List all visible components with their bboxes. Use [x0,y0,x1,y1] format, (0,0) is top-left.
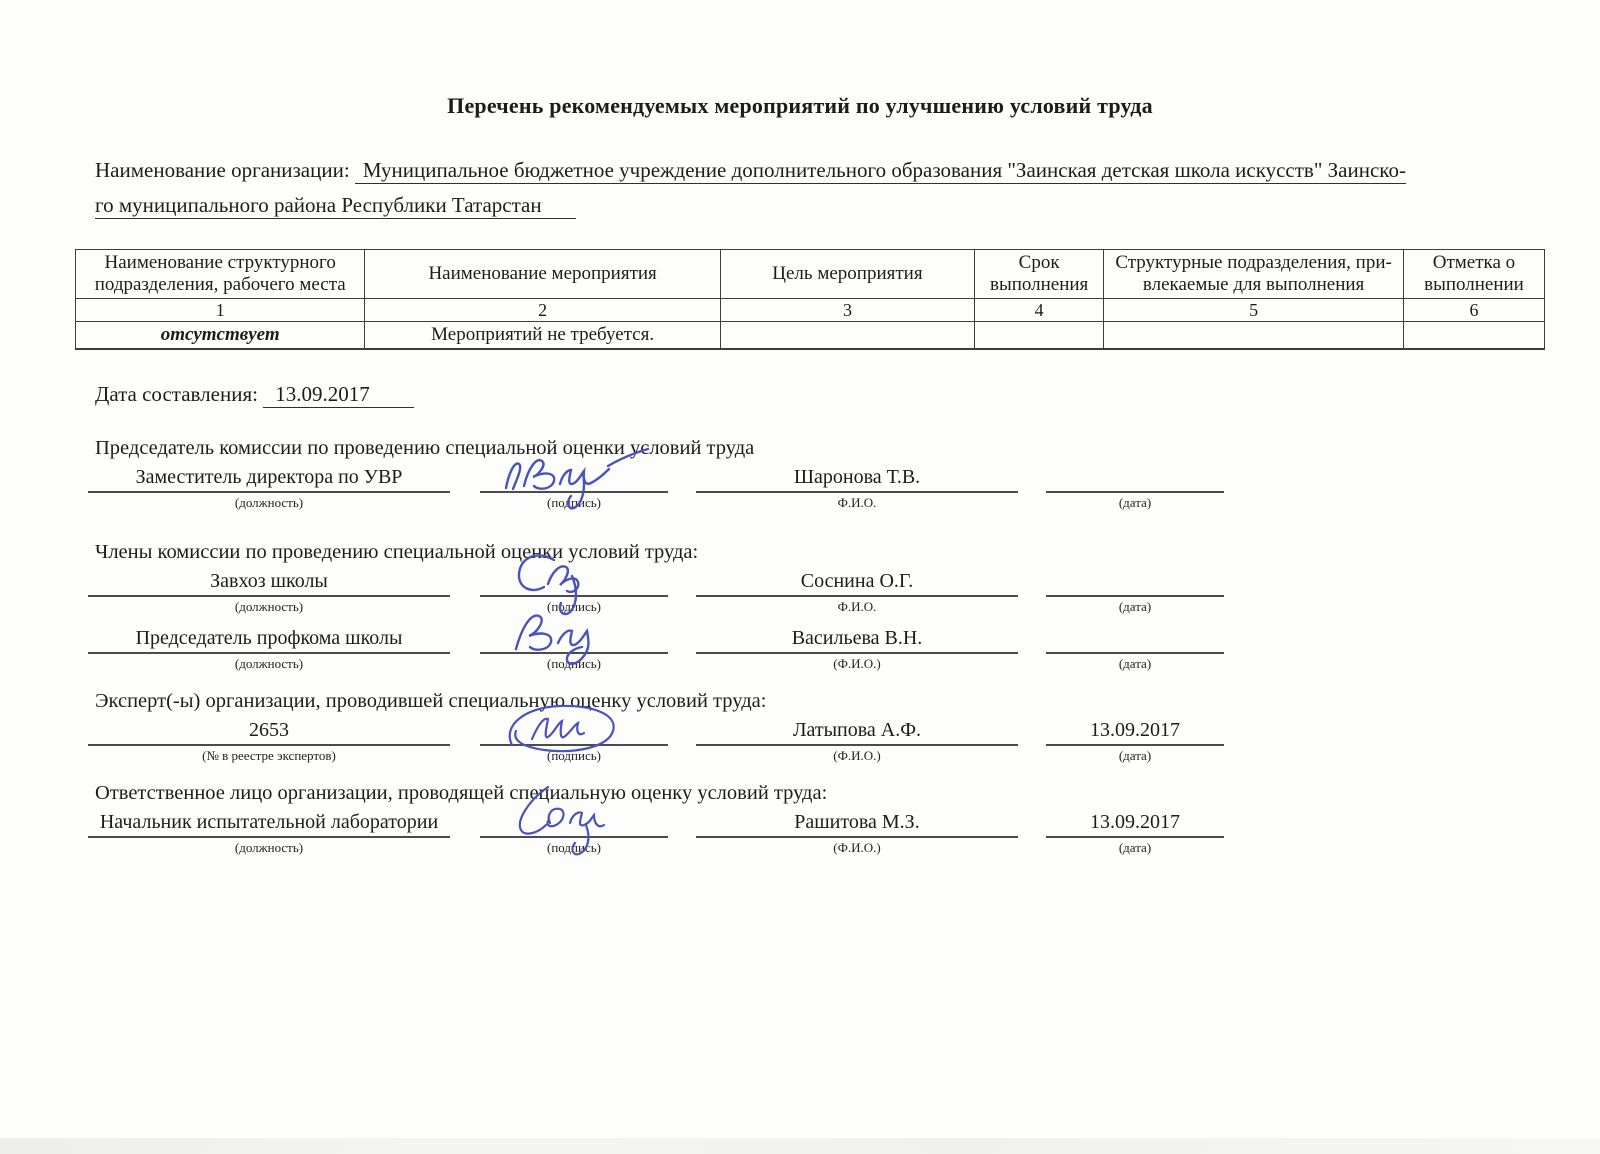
organization-value-line2: го муниципального района Республики Татарстан [95,193,576,219]
date-column [1046,625,1224,672]
organization-value-line1: Муниципальное бюджетное учреждение дополнительного образования "Заинская детская школа искусств" Заинско- [355,158,1406,184]
signature-label: (подпись) [547,748,601,763]
signature-row-responsible [0,809,1600,856]
name-value: Рашитова М.З. [696,809,1018,838]
registry-number-label: (№ в реестре экспертов) [202,748,336,763]
name-column [696,809,1018,856]
signature-row-member-1 [0,568,1600,615]
section-chairman [0,437,1600,511]
name-column [696,625,1018,672]
date-value: 13.09.2017 [1046,717,1224,746]
table-cell-deadline [975,322,1104,350]
column-number: 5 [1104,299,1404,322]
position-value: Председатель профкома школы [88,625,450,654]
experts-heading: Эксперт(-ы) организации, проводившей специальную оценку условий труда: [95,690,767,712]
section-experts [0,690,1600,764]
date-label: (дата) [1118,840,1152,855]
date-label: (дата) [1118,599,1152,614]
date-value [1046,625,1224,654]
name-label: (Ф.И.О.) [833,840,881,855]
table-cell-measure: Мероприятий не требуется. [365,322,720,350]
signature-column [480,464,668,511]
position-value: Заместитель директора по УВР [88,464,450,493]
name-label: (Ф.И.О.) [833,748,881,763]
name-column [696,464,1018,511]
column-header-mark: Отметка о выполнении [1403,250,1544,299]
date-label: (дата) [1118,495,1152,510]
organization-label: Наименование организации: [95,158,350,182]
name-column [696,568,1018,615]
date-label: (дата) [1118,748,1152,763]
position-column [88,809,450,856]
signature-column [480,625,668,672]
organization-line [95,153,1545,223]
name-column [696,717,1018,764]
table-cell-department: отсутствует [76,322,365,350]
date-value [1046,464,1224,493]
table-header-row [76,250,1545,299]
name-value: Шаронова Т.В. [696,464,1018,493]
measures-table-wrapper [75,249,1545,350]
registry-number-column [88,717,450,764]
signature-label: (подпись) [547,840,601,855]
table-number-row [76,299,1545,322]
signature-column [480,809,668,856]
position-column [88,568,450,615]
column-number: 3 [720,299,974,322]
date-column [1046,717,1224,764]
signature-row-chairman [0,464,1600,511]
column-header-involved: Структурные подразделения, при-влекаемые для выполнения [1104,250,1404,299]
signature-column [480,717,668,764]
date-column [1046,464,1224,511]
members-heading: Члены комиссии по проведению специальной оценки условий труда: [95,541,699,563]
position-label: (должность) [234,495,304,510]
compilation-date-line [95,382,1600,407]
signature-line [480,717,668,746]
compilation-date-value: 13.09.2017 [263,382,414,408]
scanner-edge-artifact [0,1138,1600,1154]
registry-number-value: 2653 [88,717,450,746]
column-number: 4 [975,299,1104,322]
table-data-row [76,322,1545,350]
position-column [88,464,450,511]
date-value: 13.09.2017 [1046,809,1224,838]
responsible-heading: Ответственное лицо организации, проводящей специальную оценку условий труда: [95,782,828,804]
measures-table [75,249,1545,350]
name-label: (Ф.И.О.) [833,656,881,671]
column-number: 2 [365,299,720,322]
column-number: 1 [76,299,365,322]
signature-line [480,809,668,838]
name-value: Латыпова А.Ф. [696,717,1018,746]
position-value: Завхоз школы [88,568,450,597]
table-cell-goal [720,322,974,350]
signature-column [480,568,668,615]
table-cell-involved [1104,322,1404,350]
position-label: (должность) [234,599,304,614]
name-label: Ф.И.О. [837,495,877,510]
date-column [1046,568,1224,615]
signature-row-expert [0,717,1600,764]
date-column [1046,809,1224,856]
signature-line [480,568,668,597]
signature-row-member-2 [0,625,1600,672]
position-value: Начальник испытательной лаборатории [88,809,450,838]
column-header-measure: Наименование мероприятия [365,250,720,299]
date-label: (дата) [1118,656,1152,671]
signature-label: (подпись) [547,495,601,510]
column-header-department: Наименование структурного подразделения, рабочего места [76,250,365,299]
date-value [1046,568,1224,597]
position-label: (должность) [234,840,304,855]
signature-line [480,464,668,493]
signature-label: (подпись) [547,656,601,671]
name-value: Васильева В.Н. [696,625,1018,654]
column-number: 6 [1403,299,1544,322]
section-responsible [0,782,1600,856]
name-label: Ф.И.О. [837,599,877,614]
compilation-date-label: Дата составления: [95,382,258,406]
page-title: Перечень рекомендуемых мероприятий по улучшению условий труда [447,93,1153,118]
section-members [0,541,1600,672]
signature-line [480,625,668,654]
position-label: (должность) [234,656,304,671]
chairman-heading: Председатель комиссии по проведению специальной оценки условий труда [95,437,755,459]
column-header-deadline: Срок выполнения [975,250,1104,299]
column-header-goal: Цель мероприятия [720,250,974,299]
position-column [88,625,450,672]
signature-label: (подпись) [547,599,601,614]
name-value: Соснина О.Г. [696,568,1018,597]
table-cell-mark [1403,322,1544,350]
